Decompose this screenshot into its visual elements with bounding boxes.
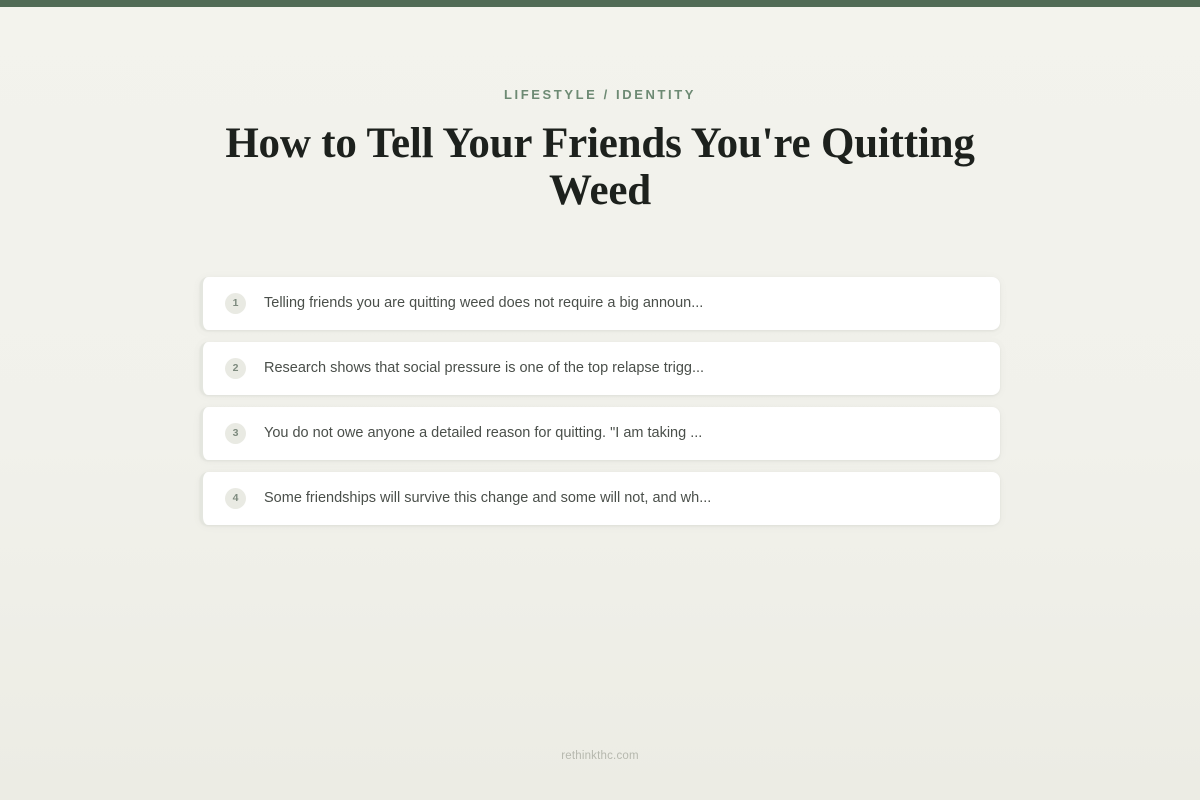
list-item[interactable]: [200, 277, 1000, 330]
list-item[interactable]: [200, 472, 1000, 525]
top-accent-bar: [0, 0, 1200, 7]
list-item-text: Research shows that social pressure is one of the top relapse trigg...: [264, 360, 705, 377]
category-kicker: LIFESTYLE / IDENTITY: [503, 87, 697, 102]
site-footer: rethinkthc.com: [561, 750, 639, 762]
key-points-list: [200, 277, 1000, 525]
list-item-number: 2: [225, 358, 246, 379]
list-item-text: Some friendships will survive this change and some will not, and wh...: [264, 490, 712, 507]
list-item[interactable]: [200, 407, 1000, 460]
list-item-number: 4: [225, 488, 246, 509]
list-item-number: 3: [225, 423, 246, 444]
list-item[interactable]: [200, 342, 1000, 395]
list-item-number: 1: [225, 293, 246, 314]
list-item-text: Telling friends you are quitting weed does not require a big announ...: [264, 295, 704, 312]
page-title: How to Tell Your Friends You're Quitting Weed: [225, 120, 975, 215]
list-item-text: You do not owe anyone a detailed reason for quitting. "I am taking ...: [264, 425, 703, 442]
